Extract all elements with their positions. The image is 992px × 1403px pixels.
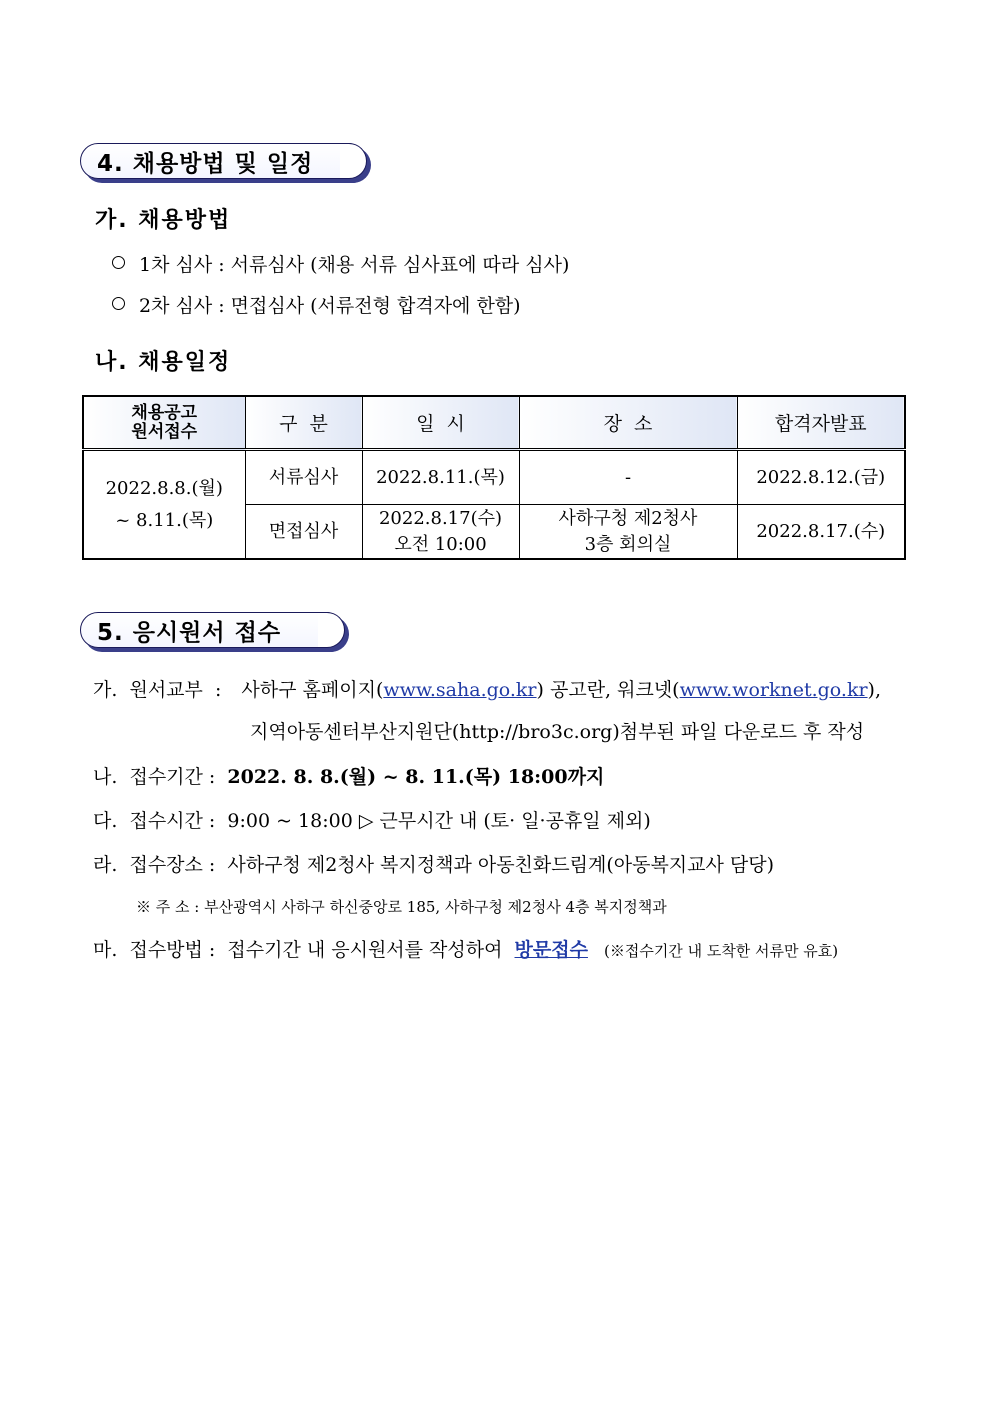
distribution-row-2: 지역아동센터부산지원단(http://bro3c.org)첨부된 파일 다운로드 후 작성	[250, 721, 865, 743]
recruit-method-heading: 가. 채용방법	[95, 208, 232, 233]
distribution-row: 가. 원서교부 : 사하구 홈페이지(www.saha.go.kr) 공고란, 워크넷(www.worknet.go.kr),	[93, 679, 881, 701]
period-cell: 2022.8.8.(월) ~ 8.11.(목)	[83, 450, 245, 560]
place-cell: -	[519, 450, 737, 505]
method-item-2: 2차 심사 : 면접심사 (서류전형 합격자에 한함)	[112, 291, 521, 318]
schedule-table	[82, 395, 906, 560]
place-value: 사하구청 제2청사 복지정책과 아동친화드림계(아동복지교사 담당)	[227, 854, 775, 876]
circle-bullet-icon	[112, 256, 125, 269]
period-row	[93, 762, 604, 789]
visit-apply-text: 방문접수	[514, 939, 588, 961]
saha-homepage-link[interactable]: www.saha.go.kr	[383, 679, 537, 701]
recruit-schedule-heading: 나. 채용일정	[95, 350, 232, 375]
circle-bullet-icon	[112, 297, 125, 310]
method-note: (※접수기간 내 도착한 서류만 유효)	[603, 942, 839, 960]
method-item-1: 1차 심사 : 서류심사 (채용 서류 심사표에 따라 심사)	[112, 250, 569, 277]
header-announce: 합격자발표	[737, 396, 905, 450]
section-4-header-cap	[340, 143, 367, 179]
worknet-link[interactable]: www.worknet.go.kr	[679, 679, 868, 701]
header-datetime: 일 시	[362, 396, 519, 450]
place-label: 라. 접수장소 :	[93, 854, 216, 876]
hours-value: 9:00 ~ 18:00 ▷ 근무시간 내 (토· 일·공휴일 제외)	[227, 810, 651, 832]
table-header-row	[83, 396, 905, 450]
date-cell: 2022.8.17(수) 오전 10:00	[362, 505, 519, 560]
announce-cell: 2022.8.17.(수)	[737, 505, 905, 560]
distribution-label: 가. 원서교부 :	[93, 679, 222, 701]
place-cell: 사하구청 제2청사 3층 회의실	[519, 505, 737, 560]
section-5-header-cap	[318, 612, 345, 648]
period-value: 2022. 8. 8.(월) ~ 8. 11.(목) 18:00까지	[227, 766, 605, 788]
header-type: 구 분	[245, 396, 362, 450]
method-row	[93, 935, 838, 962]
section-5-header	[80, 612, 332, 648]
address-note: ※ 주 소 : 부산광역시 사하구 하신중앙로 185, 사하구청 제2청사 4층 복지정책과	[136, 898, 667, 916]
method-value: 접수기간 내 응시원서를 작성하여	[227, 939, 503, 961]
header-period: 채용공고 원서접수	[83, 396, 245, 450]
table-row	[83, 450, 905, 505]
header-place: 장 소	[519, 396, 737, 450]
hours-label: 다. 접수시간 :	[93, 810, 216, 832]
announce-cell: 2022.8.12.(금)	[737, 450, 905, 505]
type-cell: 면접심사	[245, 505, 362, 560]
method-label: 마. 접수방법 :	[93, 939, 216, 961]
section-5-title: 5. 응시원서 접수	[97, 619, 282, 646]
hours-row	[93, 806, 651, 833]
section-4-title: 4. 채용방법 및 일정	[97, 150, 314, 177]
date-cell: 2022.8.11.(목)	[362, 450, 519, 505]
type-cell: 서류심사	[245, 450, 362, 505]
section-4-header	[80, 143, 354, 179]
place-row	[93, 850, 774, 877]
period-label: 나. 접수기간 :	[93, 766, 216, 788]
